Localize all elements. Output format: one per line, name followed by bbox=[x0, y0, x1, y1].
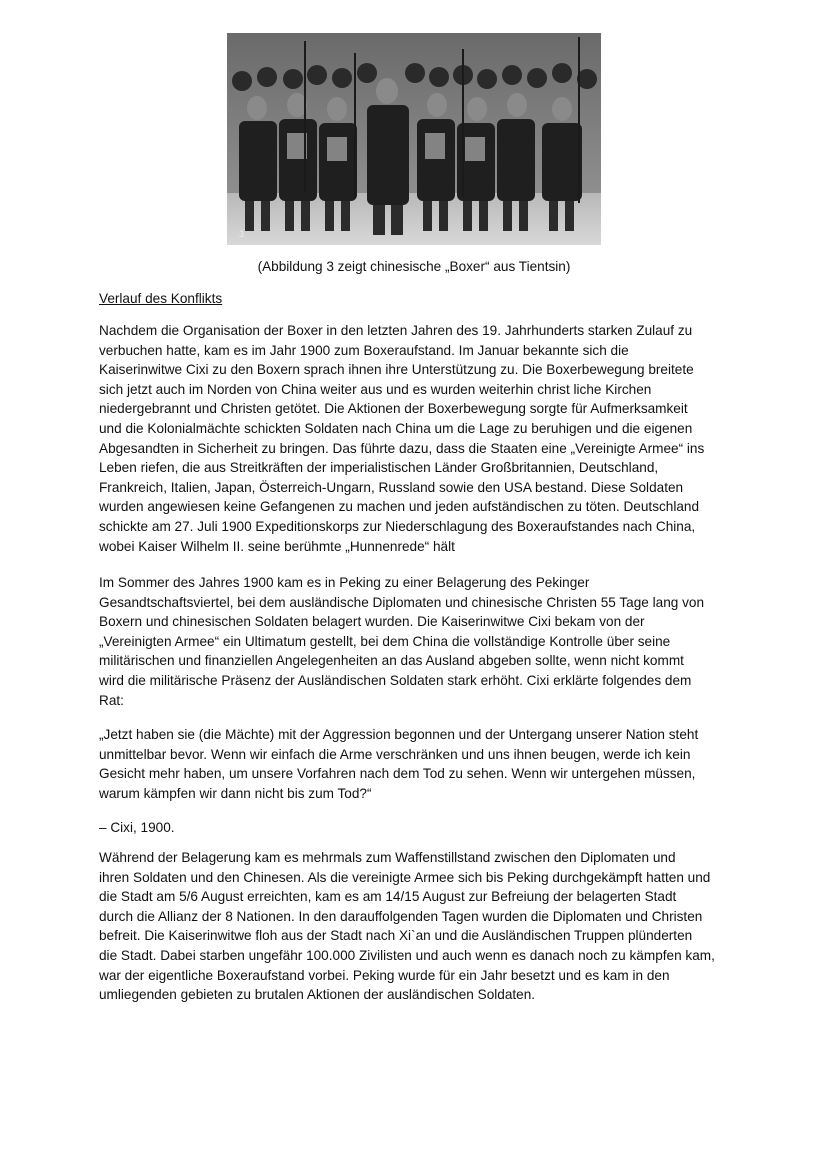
text-line: durch die Allianz der 8 Nationen. In den darauffolgenden Tagen wurden die Diplomaten und Christen bbox=[99, 908, 703, 924]
boxer-group-photo bbox=[227, 33, 601, 245]
text-line: ihren Soldaten und den Chinesen. Als die vereinigte Armee sich bis Peking durchgekämpft hatten und bbox=[99, 869, 711, 885]
text-line: – Cixi, 1900. bbox=[99, 820, 175, 835]
text-line: unmittelbar bevor. Wenn wir einfach die Arme verschränken und uns ihnen beugen, werde ich kein bbox=[99, 746, 691, 762]
text-line: Im Sommer des Jahres 1900 kam es in Peking zu einer Belagerung des Pekinger bbox=[99, 575, 590, 590]
text-line: warum kämpfen wir dann nicht bis zum Tod?“ bbox=[99, 785, 372, 801]
photo-plate-number: 3 bbox=[239, 229, 245, 239]
text-line: wobei Kaiser Wilhelm II. seine berühmte „Hunnenrede“ hält bbox=[99, 538, 455, 554]
text-line: Leben riefen, die aus Streitkräften der imperialistischen Länder Großbritannien, Deutschland, bbox=[99, 460, 659, 476]
text-line: militärischen und finanziellen Angelegenheiten an das Ausland abgeben sollte, wenn nicht kommt bbox=[99, 653, 684, 669]
text-line: wird die militärische Präsenz der Ausländischen Soldaten stark erhöht. Cixi erklärte folgendes dem bbox=[99, 672, 692, 688]
text-line: war der eigentliche Boxeraufstand vorbei. Peking wurde für ein Jahr besetzt und es kam in den bbox=[99, 967, 670, 983]
text-line: wurden angewiesen keine Gefangenen zu machen und jeden aufständischen zu töten. Deutschland bbox=[99, 499, 700, 515]
quote-attribution bbox=[99, 818, 739, 838]
text-line: schickte am 27. Juli 1900 Expeditionskorps zur Niederschlagung des Boxeraufstandes nach China, bbox=[99, 518, 696, 534]
text-line: und die Kolonialmächte schickten Soldaten nach China um die Lage zu beruhigen und die eigenen bbox=[99, 420, 693, 436]
text-line: Kaiserinwitwe Cixi zu den Boxern sprach ihnen ihre Unterstützung zu. Die Boxerbewegung breitete bbox=[99, 362, 694, 378]
text-line: verbuchen hatte, kam es im Jahr 1900 zum Boxeraufstand. Im Januar bekannte sich die bbox=[99, 342, 629, 358]
text-line: sich jetzt auch im Norden von China weiter aus und es wurden weiterhin christ liche Kirchen bbox=[99, 381, 652, 397]
section-heading: Verlauf des Konflikts bbox=[99, 291, 223, 306]
text-line: niedergebrannt und Christen getötet. Die Aktionen der Boxerbewegung sorgte für Aufmerksamkeit bbox=[99, 401, 688, 417]
paragraph-course-of-conflict bbox=[99, 321, 739, 556]
text-line: Nachdem die Organisation der Boxer in den letzten Jahren des 19. Jahrhunderts starken Zulauf zu bbox=[99, 323, 693, 338]
text-line: Boxern und chinesischen Soldaten belagert wurden. Die Kaiserinwitwe Cixi bekam von der bbox=[99, 614, 645, 630]
text-line: befreit. Die Kaiserinwitwe floh aus der Stadt nach Xi`an und die Ausländischen Truppen plünderten bbox=[99, 928, 693, 944]
paragraph-liberation bbox=[99, 848, 739, 1005]
paragraph-cixi-quote bbox=[99, 725, 739, 803]
text-line: die Stadt. Dabei starben ungefähr 100.000 Zivilisten und auch wenn es danach noch zu kämpfen kam, bbox=[99, 947, 715, 963]
text-line: Während der Belagerung kam es mehrmals zum Waffenstillstand zwischen den Diplomaten und bbox=[99, 850, 676, 865]
figure-caption: (Abbildung 3 zeigt chinesische „Boxer“ aus Tientsin) bbox=[257, 259, 571, 274]
text-line: „Vereinigten Armee“ ein Ultimatum gestellt, bei dem China die vollständige Kontrolle über seine bbox=[99, 633, 671, 649]
text-line: Abgesandten in Sicherheit zu bringen. Das führte dazu, dass die Staaten eine „Vereinigte Armee“ ins bbox=[99, 440, 705, 456]
text-line: umliegenden gebieten zu brutalen Aktionen der ausländischen Soldaten. bbox=[99, 987, 536, 1003]
text-line: Rat: bbox=[99, 692, 124, 708]
text-line: „Jetzt haben sie (die Mächte) mit der Aggression begonnen und der Untergang unserer Nation steht bbox=[99, 727, 699, 742]
text-line: Frankreich, Italien, Japan, Österreich-Ungarn, Russland sowie den USA bestand. Diese Soldaten bbox=[99, 479, 684, 495]
paragraph-siege-of-peking bbox=[99, 573, 739, 710]
text-line: die Stadt am 5/6 August erreichten, kam es am 14/15 August zur Befreiung der belagerten Stadt bbox=[99, 889, 677, 905]
text-line: Gesandtschaftsviertel, bei dem ausländische Diplomaten und chinesische Christen 55 Tage lang von bbox=[99, 594, 705, 610]
text-line: Gesicht mehr haben, um unsere Vorfahren nach dem Tod zu sehen. Wenn wir untergehen müssen, bbox=[99, 766, 696, 782]
